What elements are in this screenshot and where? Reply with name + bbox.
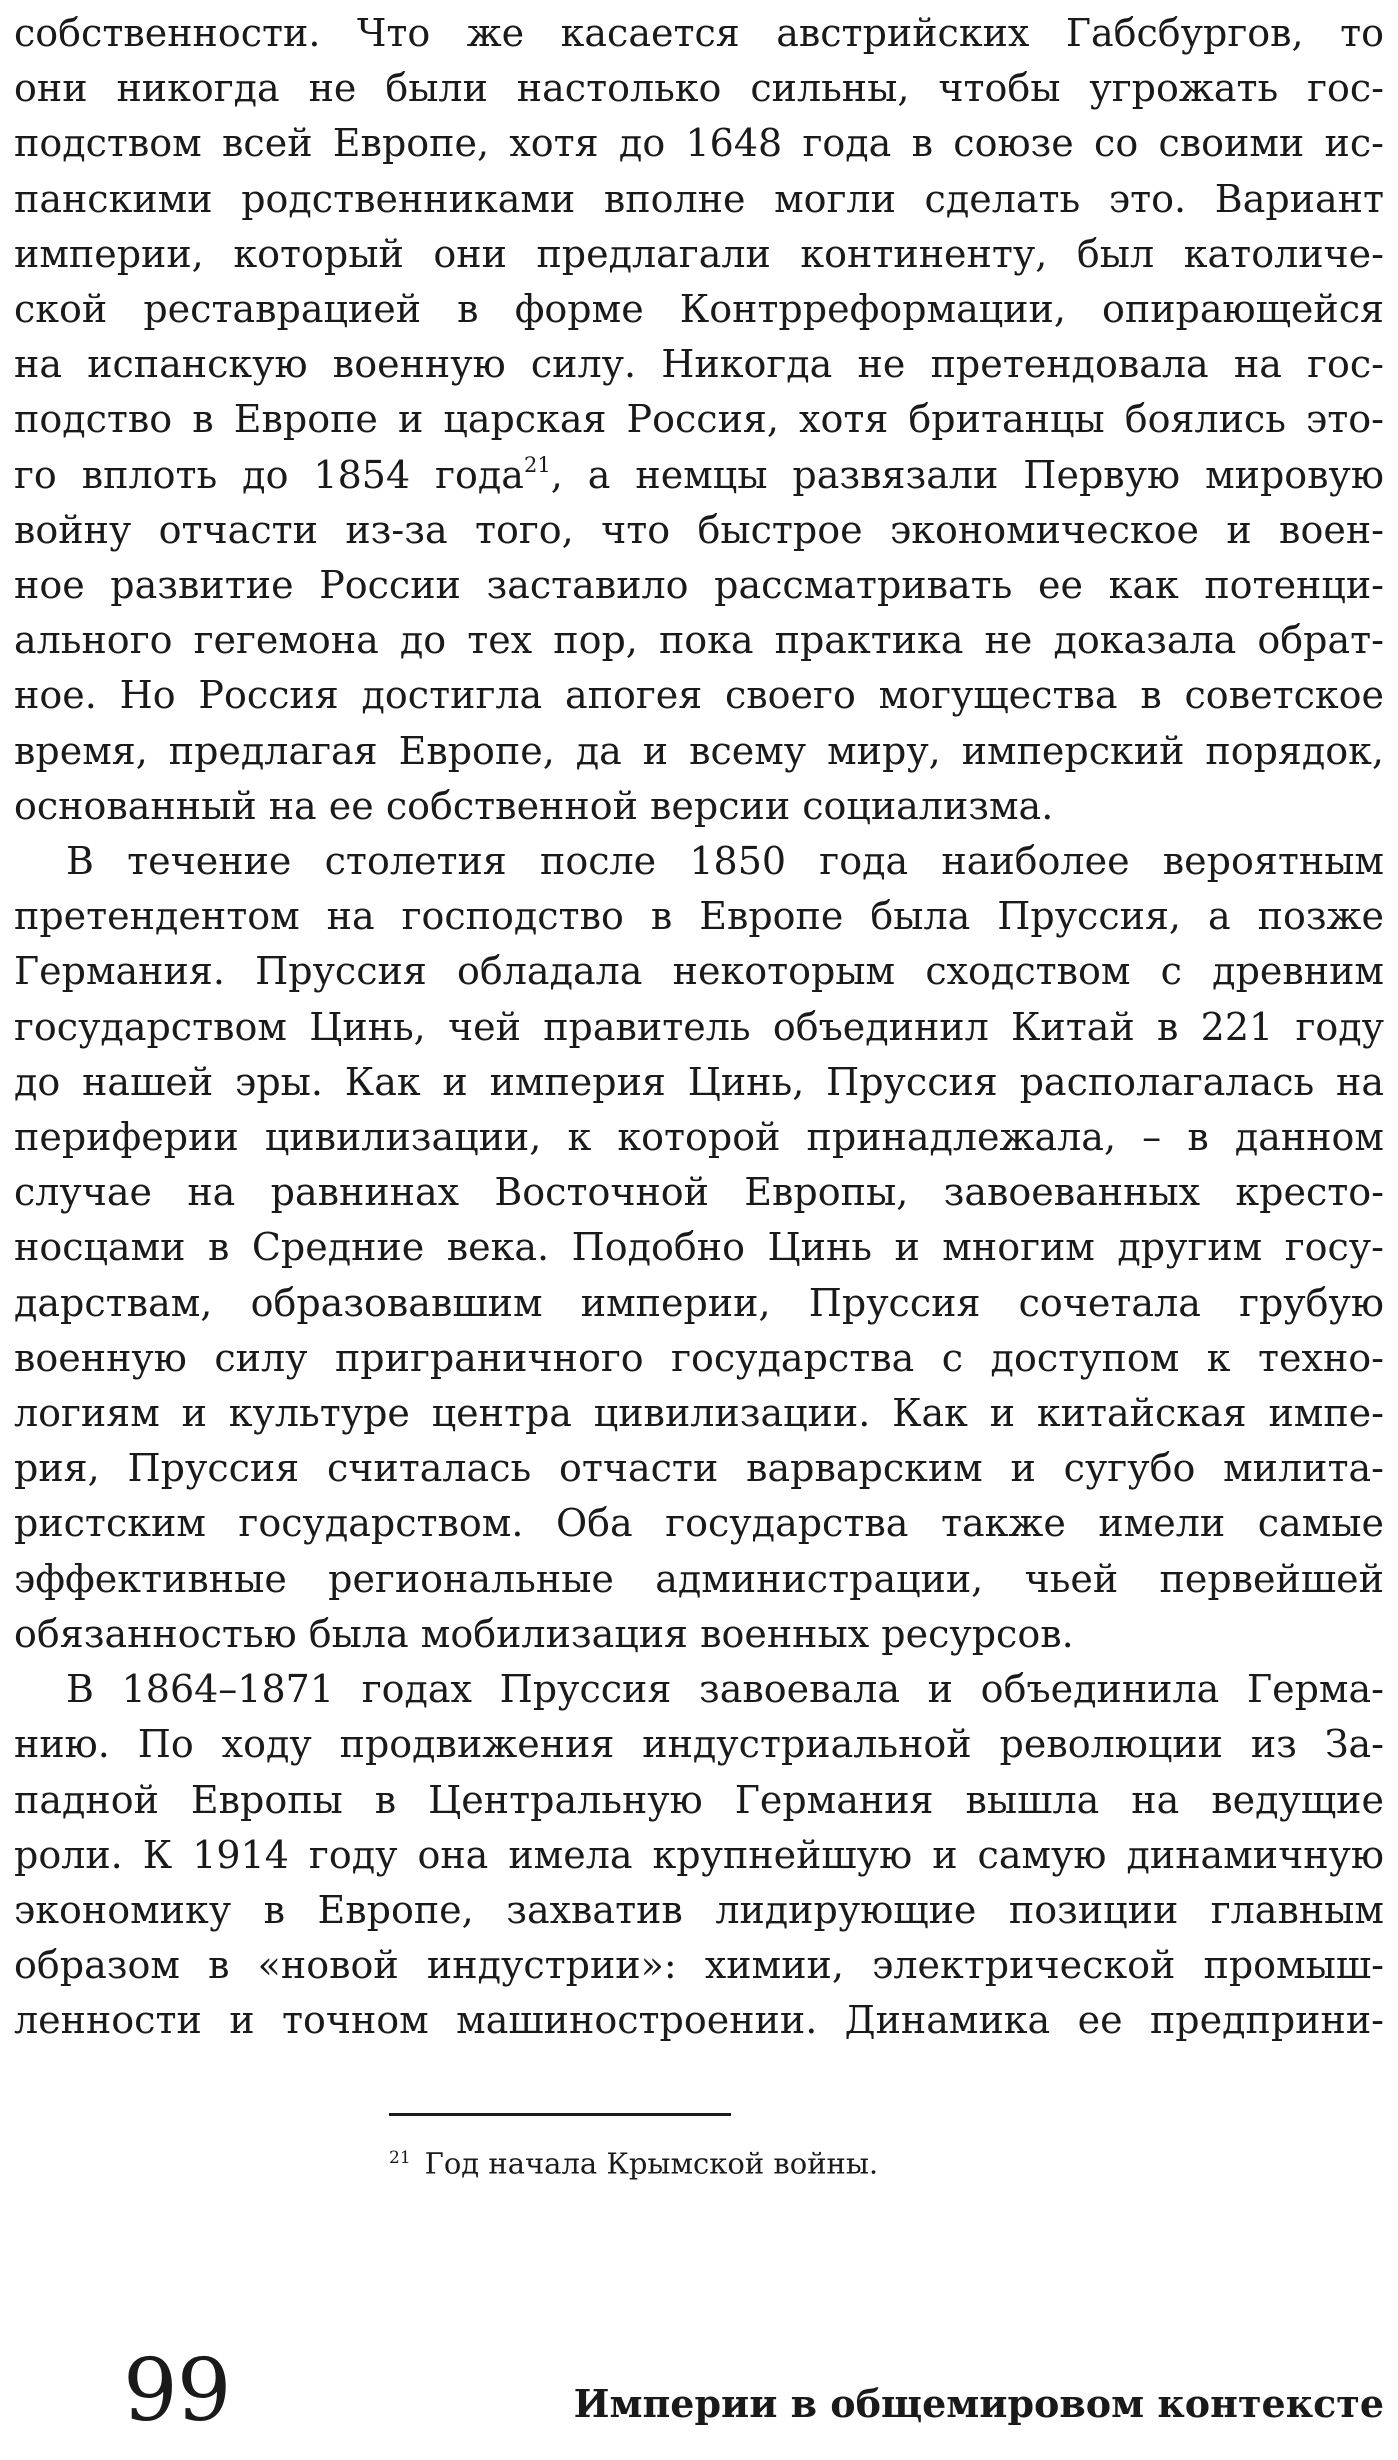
footnote [389, 2138, 1379, 2184]
footnote-reference[interactable]: 21 [523, 452, 551, 477]
text-line: В течение столетия после 1850 года наиболее вероятным [66, 839, 1384, 884]
text-line: экономику в Европе, захватив лидирующие позиции главным [14, 1887, 1384, 1932]
text-line: время, предлагая Европе, да и всему миру, имперский порядок, [14, 728, 1384, 773]
text-line: нию. По ходу продвижения индустриальной революции из За- [14, 1722, 1384, 1767]
text-line: государством Цинь, чей правитель объединил Китай в 221 году [14, 1004, 1384, 1049]
text-line: Германия. Пруссия обладала некоторым сходством с древним [14, 949, 1384, 994]
text-line: случае на равнинах Восточной Европы, завоеванных кресто- [14, 1170, 1384, 1215]
text-line: военную силу приграничного государства с доступом к техно- [14, 1335, 1384, 1380]
text-line: собственности. Что же касается австрийских Габсбургов, то [14, 11, 1384, 55]
text-line: носцами в Средние века. Подобно Цинь и многим другим госу- [14, 1225, 1384, 1270]
text-line: логиям и культуре центра цивилизации. Как и китайская импе- [14, 1391, 1384, 1436]
text-line: периферии цивилизации, к которой принадлежала, – в данном [14, 1115, 1384, 1160]
paragraph-2 [14, 834, 1384, 1662]
text-line: основанный на ее собственной версии социализма. [14, 783, 1054, 828]
footnote-mark: 21 [389, 2148, 411, 2168]
text-line: ное развитие России заставило рассматривать ее как потенци- [14, 563, 1384, 608]
text-line: подством всей Европе, хотя до 1648 года в союзе со своими ис- [14, 121, 1384, 166]
text-line: ное. Но Россия достигла апогея своего могущества в советское [14, 673, 1384, 718]
text-line: падной Европы в Центральную Германия вышла на ведущие [14, 1777, 1384, 1822]
footnote-text: Год начала Крымской войны. [424, 2146, 879, 2181]
text-line: претендентом на господство в Европе была Пруссия, а позже [14, 894, 1384, 939]
body-text [14, 6, 1384, 2049]
text-line: рия, Пруссия считалась отчасти варварским и сугубо милита- [14, 1446, 1384, 1491]
text-line: образом в «новой индустрии»: химии, электрической промыш- [14, 1943, 1384, 1988]
text-line: ской реставрацией в форме Контрреформации, опирающейся [14, 287, 1384, 332]
text-line: роли. К 1914 году она имела крупнейшую и самую динамичную [14, 1832, 1384, 1877]
text-line: дарствам, образовавшим империи, Пруссия сочетала грубую [14, 1280, 1384, 1325]
text-line: ристским государством. Оба государства также имели самые [14, 1501, 1384, 1546]
running-header: Империи в общемировом контексте [573, 2381, 1384, 2426]
text-fragment: го вплоть до 1854 года [14, 452, 524, 497]
text-line: они никогда не были настолько сильны, чтобы угрожать гос- [14, 66, 1384, 111]
text-line: ального гегемона до тех пор, пока практика не доказала обрат- [14, 618, 1384, 663]
page-number: 99 [123, 2341, 231, 2441]
text-line: панскими родственниками вполне могли сделать это. Вариант [14, 176, 1384, 221]
footnote-divider [389, 2113, 731, 2116]
text-line: войну отчасти из-за того, что быстрое экономическое и воен- [14, 507, 1384, 552]
text-line: ленности и точном машиностроении. Динамика ее предприни- [14, 1998, 1384, 2043]
text-line: В 1864–1871 годах Пруссия завоевала и объединила Герма- [66, 1667, 1384, 1712]
text-line: эффективные региональные администрации, чьей первейшей [14, 1556, 1384, 1601]
text-line-with-footnote [14, 448, 1384, 503]
text-line: обязанностью была мобилизация военных ресурсов. [14, 1611, 1074, 1656]
text-line: подство в Европе и царская Россия, хотя британцы боялись это- [14, 397, 1384, 442]
text-fragment: , а немцы развязали Первую мировую [550, 452, 1384, 497]
paragraph-1 [14, 6, 1384, 834]
text-line: империи, который они предлагали континенту, был католиче- [14, 231, 1384, 276]
text-line: до нашей эры. Как и империя Цинь, Пруссия располагалась на [14, 1059, 1384, 1104]
text-line: на испанскую военную силу. Никогда не претендовала на гос- [14, 342, 1384, 387]
paragraph-3 [14, 1662, 1384, 2048]
